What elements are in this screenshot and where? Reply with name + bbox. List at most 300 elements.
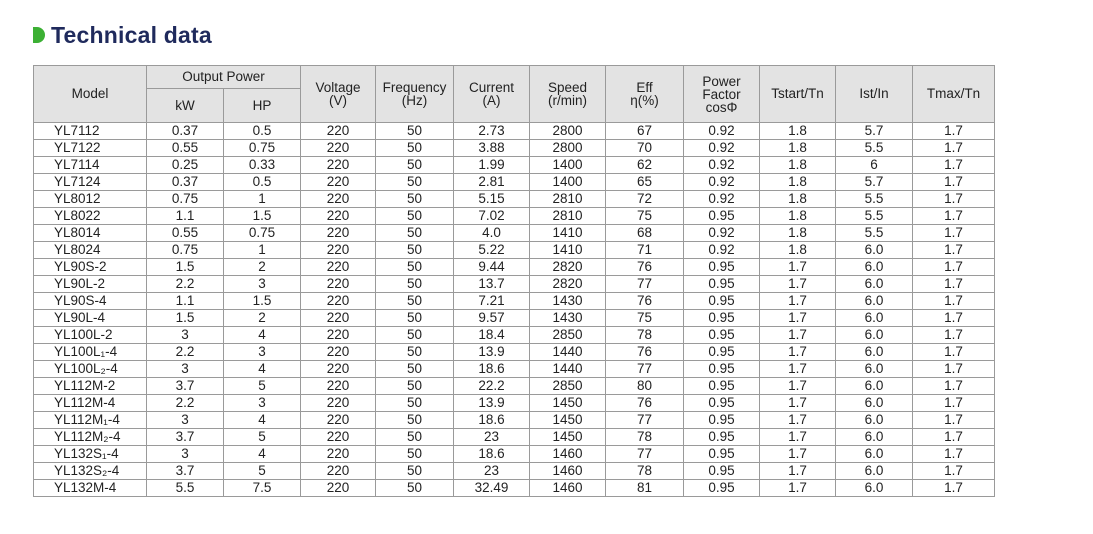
cell-tmax-tn: 1.7	[913, 123, 995, 140]
cell-frequency: 50	[376, 463, 454, 480]
cell-current: 7.21	[454, 293, 530, 310]
cell-voltage: 220	[301, 310, 376, 327]
cell-tstart-tn: 1.7	[760, 463, 836, 480]
cell-tmax-tn: 1.7	[913, 242, 995, 259]
cell-kw: 1.5	[147, 310, 224, 327]
cell-frequency: 50	[376, 446, 454, 463]
cell-voltage: 220	[301, 446, 376, 463]
cell-voltage: 220	[301, 174, 376, 191]
cell-speed: 2850	[530, 327, 606, 344]
cell-kw: 3.7	[147, 429, 224, 446]
cell-tmax-tn: 1.7	[913, 344, 995, 361]
cell-model: YL90S-4	[34, 293, 147, 310]
cell-eff: 77	[606, 446, 684, 463]
cell-hp: 0.75	[224, 225, 301, 242]
cell-model: YL7114	[34, 157, 147, 174]
cell-kw: 5.5	[147, 480, 224, 497]
cell-power-factor: 0.95	[684, 293, 760, 310]
cell-eff: 78	[606, 429, 684, 446]
cell-hp: 0.5	[224, 123, 301, 140]
cell-speed: 1450	[530, 429, 606, 446]
cell-voltage: 220	[301, 140, 376, 157]
header-output-power: Output Power	[147, 66, 301, 89]
cell-model: YL132S₁-4	[34, 446, 147, 463]
cell-ist-in: 6.0	[836, 463, 913, 480]
cell-voltage: 220	[301, 395, 376, 412]
header-tmax: Tmax/Tn	[913, 66, 995, 123]
header-power-factor-line3: cosΦ	[705, 99, 738, 115]
table-row	[34, 140, 995, 157]
cell-eff: 81	[606, 480, 684, 497]
cell-power-factor: 0.95	[684, 395, 760, 412]
cell-voltage: 220	[301, 327, 376, 344]
cell-model: YL112M-2	[34, 378, 147, 395]
table-row	[34, 293, 995, 310]
cell-eff: 70	[606, 140, 684, 157]
header-speed	[530, 66, 606, 123]
table-header	[34, 66, 995, 123]
cell-power-factor: 0.95	[684, 208, 760, 225]
cell-tstart-tn: 1.8	[760, 242, 836, 259]
cell-ist-in: 6.0	[836, 429, 913, 446]
cell-speed: 2820	[530, 276, 606, 293]
cell-frequency: 50	[376, 378, 454, 395]
table-row	[34, 395, 995, 412]
cell-speed: 1450	[530, 412, 606, 429]
cell-power-factor: 0.95	[684, 259, 760, 276]
table-row	[34, 361, 995, 378]
header-current-unit: (A)	[482, 93, 501, 108]
cell-tstart-tn: 1.7	[760, 259, 836, 276]
cell-speed: 1400	[530, 157, 606, 174]
cell-frequency: 50	[376, 242, 454, 259]
cell-tmax-tn: 1.7	[913, 395, 995, 412]
cell-current: 18.6	[454, 412, 530, 429]
cell-model: YL112M-4	[34, 395, 147, 412]
cell-tmax-tn: 1.7	[913, 276, 995, 293]
cell-tstart-tn: 1.7	[760, 276, 836, 293]
table-row	[34, 429, 995, 446]
cell-kw: 3	[147, 412, 224, 429]
cell-power-factor: 0.92	[684, 140, 760, 157]
cell-eff: 75	[606, 310, 684, 327]
cell-kw: 3	[147, 361, 224, 378]
cell-tstart-tn: 1.7	[760, 361, 836, 378]
cell-tstart-tn: 1.8	[760, 208, 836, 225]
cell-frequency: 50	[376, 157, 454, 174]
header-frequency-label: Frequency	[382, 80, 447, 95]
cell-speed: 1430	[530, 293, 606, 310]
cell-frequency: 50	[376, 174, 454, 191]
cell-tstart-tn: 1.7	[760, 310, 836, 327]
cell-voltage: 220	[301, 225, 376, 242]
cell-speed: 2810	[530, 208, 606, 225]
cell-kw: 2.2	[147, 344, 224, 361]
header-current-label: Current	[469, 80, 515, 95]
cell-power-factor: 0.92	[684, 191, 760, 208]
cell-tstart-tn: 1.7	[760, 378, 836, 395]
cell-kw: 0.25	[147, 157, 224, 174]
cell-voltage: 220	[301, 344, 376, 361]
cell-current: 23	[454, 429, 530, 446]
cell-eff: 75	[606, 208, 684, 225]
cell-tstart-tn: 1.7	[760, 293, 836, 310]
cell-voltage: 220	[301, 191, 376, 208]
cell-power-factor: 0.95	[684, 378, 760, 395]
cell-power-factor: 0.92	[684, 242, 760, 259]
cell-eff: 77	[606, 276, 684, 293]
cell-power-factor: 0.95	[684, 412, 760, 429]
cell-current: 3.88	[454, 140, 530, 157]
cell-current: 32.49	[454, 480, 530, 497]
cell-current: 1.99	[454, 157, 530, 174]
cell-speed: 1460	[530, 463, 606, 480]
cell-hp: 4	[224, 412, 301, 429]
cell-model: YL112M₂-4	[34, 429, 147, 446]
cell-hp: 3	[224, 395, 301, 412]
cell-tmax-tn: 1.7	[913, 429, 995, 446]
cell-power-factor: 0.95	[684, 276, 760, 293]
cell-hp: 2	[224, 259, 301, 276]
cell-hp: 5	[224, 378, 301, 395]
cell-power-factor: 0.95	[684, 463, 760, 480]
cell-current: 9.44	[454, 259, 530, 276]
cell-model: YL100L₂-4	[34, 361, 147, 378]
header-current	[454, 66, 530, 123]
header-voltage-label: Voltage	[315, 80, 361, 95]
cell-voltage: 220	[301, 123, 376, 140]
cell-kw: 0.37	[147, 174, 224, 191]
cell-frequency: 50	[376, 225, 454, 242]
table-row	[34, 463, 995, 480]
cell-eff: 71	[606, 242, 684, 259]
cell-current: 5.22	[454, 242, 530, 259]
cell-eff: 76	[606, 344, 684, 361]
table-row	[34, 480, 995, 497]
cell-tstart-tn: 1.7	[760, 429, 836, 446]
cell-current: 4.0	[454, 225, 530, 242]
table-row	[34, 174, 995, 191]
cell-hp: 1.5	[224, 293, 301, 310]
cell-power-factor: 0.95	[684, 327, 760, 344]
cell-eff: 77	[606, 361, 684, 378]
cell-hp: 1.5	[224, 208, 301, 225]
cell-ist-in: 6.0	[836, 395, 913, 412]
table-row	[34, 157, 995, 174]
cell-ist-in: 6.0	[836, 293, 913, 310]
cell-ist-in: 5.5	[836, 208, 913, 225]
title-marker-icon	[33, 27, 45, 43]
cell-speed: 1410	[530, 242, 606, 259]
table-row	[34, 327, 995, 344]
cell-power-factor: 0.95	[684, 310, 760, 327]
header-eff	[606, 66, 684, 123]
cell-hp: 5	[224, 463, 301, 480]
cell-hp: 3	[224, 344, 301, 361]
cell-current: 18.6	[454, 361, 530, 378]
table-row	[34, 378, 995, 395]
cell-voltage: 220	[301, 157, 376, 174]
cell-speed: 2800	[530, 123, 606, 140]
cell-frequency: 50	[376, 208, 454, 225]
cell-hp: 7.5	[224, 480, 301, 497]
cell-hp: 2	[224, 310, 301, 327]
cell-hp: 4	[224, 327, 301, 344]
cell-kw: 0.55	[147, 225, 224, 242]
cell-tmax-tn: 1.7	[913, 225, 995, 242]
cell-ist-in: 5.5	[836, 191, 913, 208]
cell-current: 13.9	[454, 395, 530, 412]
cell-kw: 3.7	[147, 378, 224, 395]
cell-speed: 1440	[530, 344, 606, 361]
table-row	[34, 344, 995, 361]
cell-frequency: 50	[376, 310, 454, 327]
cell-ist-in: 6.0	[836, 361, 913, 378]
cell-tmax-tn: 1.7	[913, 157, 995, 174]
cell-kw: 2.2	[147, 395, 224, 412]
cell-hp: 1	[224, 191, 301, 208]
cell-power-factor: 0.95	[684, 361, 760, 378]
cell-hp: 1	[224, 242, 301, 259]
cell-frequency: 50	[376, 276, 454, 293]
cell-model: YL112M₁-4	[34, 412, 147, 429]
header-tstart: Tstart/Tn	[760, 66, 836, 123]
cell-voltage: 220	[301, 259, 376, 276]
cell-tmax-tn: 1.7	[913, 191, 995, 208]
cell-current: 18.6	[454, 446, 530, 463]
table-row	[34, 276, 995, 293]
cell-tmax-tn: 1.7	[913, 174, 995, 191]
cell-kw: 3	[147, 446, 224, 463]
table-row	[34, 191, 995, 208]
cell-ist-in: 5.5	[836, 225, 913, 242]
cell-tstart-tn: 1.8	[760, 191, 836, 208]
cell-power-factor: 0.95	[684, 446, 760, 463]
cell-speed: 1430	[530, 310, 606, 327]
cell-ist-in: 5.7	[836, 123, 913, 140]
table-row	[34, 259, 995, 276]
header-model: Model	[34, 66, 147, 123]
cell-tmax-tn: 1.7	[913, 293, 995, 310]
cell-model: YL8022	[34, 208, 147, 225]
cell-eff: 65	[606, 174, 684, 191]
cell-ist-in: 6.0	[836, 242, 913, 259]
header-power-factor-line1: Power	[702, 73, 741, 89]
cell-hp: 0.75	[224, 140, 301, 157]
header-frequency	[376, 66, 454, 123]
cell-ist-in: 6.0	[836, 327, 913, 344]
cell-ist-in: 6.0	[836, 310, 913, 327]
cell-frequency: 50	[376, 327, 454, 344]
cell-model: YL132M-4	[34, 480, 147, 497]
cell-power-factor: 0.95	[684, 429, 760, 446]
cell-model: YL132S₂-4	[34, 463, 147, 480]
cell-voltage: 220	[301, 242, 376, 259]
cell-current: 5.15	[454, 191, 530, 208]
header-hp: HP	[224, 89, 301, 123]
cell-voltage: 220	[301, 412, 376, 429]
header-power-factor	[684, 66, 760, 123]
section-title	[33, 20, 212, 50]
cell-hp: 4	[224, 446, 301, 463]
cell-kw: 3.7	[147, 463, 224, 480]
cell-tstart-tn: 1.8	[760, 123, 836, 140]
cell-tstart-tn: 1.7	[760, 480, 836, 497]
cell-tstart-tn: 1.8	[760, 140, 836, 157]
cell-tmax-tn: 1.7	[913, 208, 995, 225]
cell-voltage: 220	[301, 429, 376, 446]
cell-voltage: 220	[301, 361, 376, 378]
table-body	[34, 123, 995, 497]
cell-ist-in: 6.0	[836, 378, 913, 395]
cell-speed: 1460	[530, 446, 606, 463]
cell-hp: 5	[224, 429, 301, 446]
cell-model: YL100L-2	[34, 327, 147, 344]
cell-current: 9.57	[454, 310, 530, 327]
cell-model: YL7124	[34, 174, 147, 191]
cell-tstart-tn: 1.8	[760, 225, 836, 242]
cell-kw: 0.75	[147, 242, 224, 259]
header-speed-label: Speed	[547, 80, 588, 95]
cell-eff: 62	[606, 157, 684, 174]
page-title: Technical data	[51, 21, 212, 48]
cell-voltage: 220	[301, 463, 376, 480]
header-voltage	[301, 66, 376, 123]
cell-ist-in: 6.0	[836, 344, 913, 361]
cell-model: YL90L-2	[34, 276, 147, 293]
cell-power-factor: 0.92	[684, 174, 760, 191]
cell-current: 18.4	[454, 327, 530, 344]
cell-frequency: 50	[376, 429, 454, 446]
cell-speed: 1460	[530, 480, 606, 497]
cell-eff: 80	[606, 378, 684, 395]
cell-tmax-tn: 1.7	[913, 327, 995, 344]
cell-kw: 2.2	[147, 276, 224, 293]
cell-frequency: 50	[376, 293, 454, 310]
cell-voltage: 220	[301, 480, 376, 497]
cell-model: YL8024	[34, 242, 147, 259]
cell-current: 13.7	[454, 276, 530, 293]
cell-current: 2.81	[454, 174, 530, 191]
cell-tstart-tn: 1.7	[760, 446, 836, 463]
cell-tmax-tn: 1.7	[913, 446, 995, 463]
cell-speed: 1410	[530, 225, 606, 242]
cell-ist-in: 6	[836, 157, 913, 174]
cell-eff: 76	[606, 293, 684, 310]
cell-hp: 0.33	[224, 157, 301, 174]
cell-speed: 2850	[530, 378, 606, 395]
header-voltage-unit: (V)	[329, 93, 348, 108]
cell-power-factor: 0.95	[684, 344, 760, 361]
header-kw: kW	[147, 89, 224, 123]
table-row	[34, 123, 995, 140]
cell-tstart-tn: 1.8	[760, 157, 836, 174]
cell-power-factor: 0.95	[684, 480, 760, 497]
cell-eff: 78	[606, 463, 684, 480]
cell-power-factor: 0.92	[684, 157, 760, 174]
table-row	[34, 446, 995, 463]
cell-eff: 67	[606, 123, 684, 140]
cell-kw: 3	[147, 327, 224, 344]
cell-frequency: 50	[376, 259, 454, 276]
cell-ist-in: 6.0	[836, 446, 913, 463]
cell-kw: 1.5	[147, 259, 224, 276]
technical-data-table	[33, 65, 995, 497]
cell-speed: 1450	[530, 395, 606, 412]
cell-model: YL90L-4	[34, 310, 147, 327]
cell-hp: 4	[224, 361, 301, 378]
cell-model: YL7112	[34, 123, 147, 140]
cell-power-factor: 0.92	[684, 123, 760, 140]
cell-kw: 0.75	[147, 191, 224, 208]
cell-eff: 76	[606, 259, 684, 276]
header-eff-label: Eff	[636, 80, 653, 95]
cell-current: 23	[454, 463, 530, 480]
cell-hp: 3	[224, 276, 301, 293]
cell-frequency: 50	[376, 412, 454, 429]
cell-speed: 2820	[530, 259, 606, 276]
cell-model: YL90S-2	[34, 259, 147, 276]
cell-eff: 76	[606, 395, 684, 412]
cell-ist-in: 6.0	[836, 259, 913, 276]
cell-frequency: 50	[376, 344, 454, 361]
cell-kw: 1.1	[147, 293, 224, 310]
cell-model: YL100L₁-4	[34, 344, 147, 361]
cell-kw: 0.55	[147, 140, 224, 157]
cell-ist-in: 6.0	[836, 480, 913, 497]
cell-frequency: 50	[376, 480, 454, 497]
cell-tmax-tn: 1.7	[913, 140, 995, 157]
table-row	[34, 208, 995, 225]
cell-tstart-tn: 1.7	[760, 327, 836, 344]
cell-voltage: 220	[301, 276, 376, 293]
cell-eff: 78	[606, 327, 684, 344]
cell-model: YL8014	[34, 225, 147, 242]
cell-speed: 1400	[530, 174, 606, 191]
cell-eff: 68	[606, 225, 684, 242]
cell-ist-in: 6.0	[836, 276, 913, 293]
cell-eff: 72	[606, 191, 684, 208]
cell-frequency: 50	[376, 361, 454, 378]
cell-tstart-tn: 1.8	[760, 174, 836, 191]
cell-ist-in: 5.5	[836, 140, 913, 157]
cell-frequency: 50	[376, 140, 454, 157]
cell-speed: 1440	[530, 361, 606, 378]
table-row	[34, 412, 995, 429]
cell-tstart-tn: 1.7	[760, 344, 836, 361]
table-row	[34, 225, 995, 242]
cell-tmax-tn: 1.7	[913, 310, 995, 327]
table-row	[34, 310, 995, 327]
header-ist: Ist/In	[836, 66, 913, 123]
cell-power-factor: 0.92	[684, 225, 760, 242]
cell-hp: 0.5	[224, 174, 301, 191]
cell-current: 22.2	[454, 378, 530, 395]
header-frequency-unit: (Hz)	[401, 93, 428, 108]
cell-tstart-tn: 1.7	[760, 395, 836, 412]
cell-model: YL7122	[34, 140, 147, 157]
cell-eff: 77	[606, 412, 684, 429]
cell-voltage: 220	[301, 293, 376, 310]
cell-frequency: 50	[376, 191, 454, 208]
cell-frequency: 50	[376, 395, 454, 412]
cell-tmax-tn: 1.7	[913, 480, 995, 497]
cell-kw: 0.37	[147, 123, 224, 140]
cell-voltage: 220	[301, 208, 376, 225]
cell-tmax-tn: 1.7	[913, 259, 995, 276]
cell-speed: 2800	[530, 140, 606, 157]
cell-ist-in: 6.0	[836, 412, 913, 429]
